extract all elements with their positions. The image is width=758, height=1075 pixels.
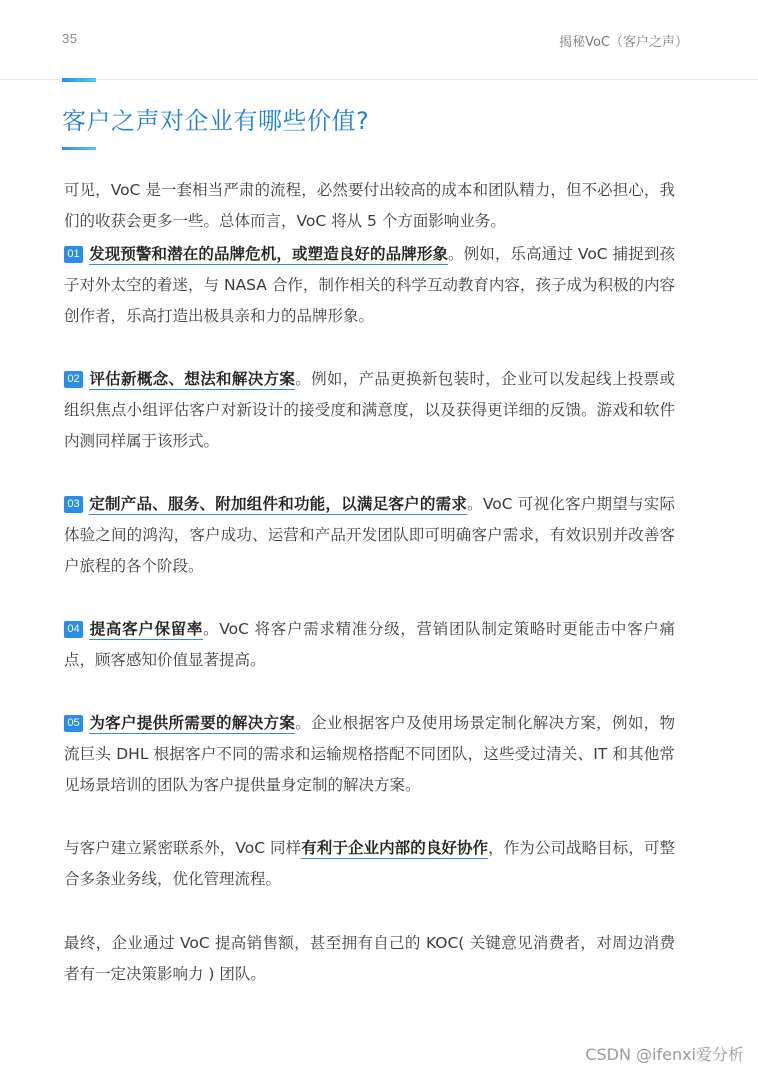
key-point: 为客户提供所需要的解决方案 (89, 714, 296, 732)
page-number: 35 (62, 31, 78, 46)
key-point: 发现预警和潜在的品牌危机，或塑造良好的品牌形象 (89, 245, 449, 263)
item-description: 。企业根据客户及使用场景定制化解决方案，例如，物流巨头 DHL 根据客户不同的需求和运输规格搭配不同团队，这些受过清关、IT 和其他常见场景培训的团队为客户提供量身定制的解决方案。 (64, 714, 675, 794)
list-item-03 (64, 489, 675, 582)
intro-paragraph: 可见，VoC 是一套相当严肃的流程，必然要付出较高的成本和团队精力，但不必担心，我们的收获会更多一些。总体而言，VoC 将从 5 个方面影响业务。 (64, 181, 675, 230)
number-badge: 02 (64, 371, 83, 388)
list-item-05 (64, 708, 675, 801)
title-accent-bar-top (62, 78, 96, 82)
key-point: 有利于企业内部的良好协作 (301, 839, 489, 857)
number-badge: 01 (64, 246, 83, 263)
list-item-01 (64, 239, 675, 332)
list-item-02 (64, 364, 675, 457)
item-description: 。VoC 将客户需求精准分级，营销团队制定策略时更能击中客户痛点，顾客感知价值显著提高。 (64, 620, 675, 669)
key-point: 提高客户保留率 (89, 620, 204, 638)
watermark: CSDN @ifenxi爱分析 (585, 1045, 744, 1064)
key-point: 评估新概念、想法和解决方案 (89, 370, 296, 388)
title-accent-bar-bottom (62, 147, 96, 150)
section-title: 客户之声对企业有哪些价值? (62, 107, 370, 135)
number-badge: 04 (64, 621, 83, 638)
collab-text-after: ，作为公司战略目标，可整合多条业务线，优化管理流程。 (64, 839, 675, 888)
key-point: 定制产品、服务、附加组件和功能，以满足客户的需求 (89, 495, 468, 513)
collaboration-paragraph (64, 833, 675, 895)
header-divider (0, 79, 758, 80)
running-header-title: 揭秘VoC（客户之声） (559, 35, 688, 50)
list-item-04 (64, 614, 675, 676)
conclusion-paragraph: 最终，企业通过 VoC 提高销售额，甚至拥有自己的 KOC( 关键意见消费者，对周边消费者有一定决策影响力 ) 团队。 (64, 934, 675, 983)
number-badge: 05 (64, 715, 83, 732)
item-description: 。例如，乐高通过 VoC 捕捉到孩子对外太空的着迷，与 NASA 合作，制作相关的科学互动教育内容，孩子成为积极的内容创作者，乐高打造出极具亲和力的品牌形象。 (64, 245, 675, 325)
collab-text-before: 与客户建立紧密联系外，VoC 同样 (64, 839, 302, 857)
article-body (64, 175, 675, 990)
item-description: 。VoC 可视化客户期望与实际体验之间的鸿沟，客户成功、运营和产品开发团队即可明确客户需求，有效识别并改善客户旅程的各个阶段。 (64, 495, 675, 575)
number-badge: 03 (64, 496, 83, 513)
item-description: 。例如，产品更换新包装时，企业可以发起线上投票或组织焦点小组评估客户对新设计的接受度和满意度，以及获得更详细的反馈。游戏和软件内测同样属于该形式。 (64, 370, 675, 450)
